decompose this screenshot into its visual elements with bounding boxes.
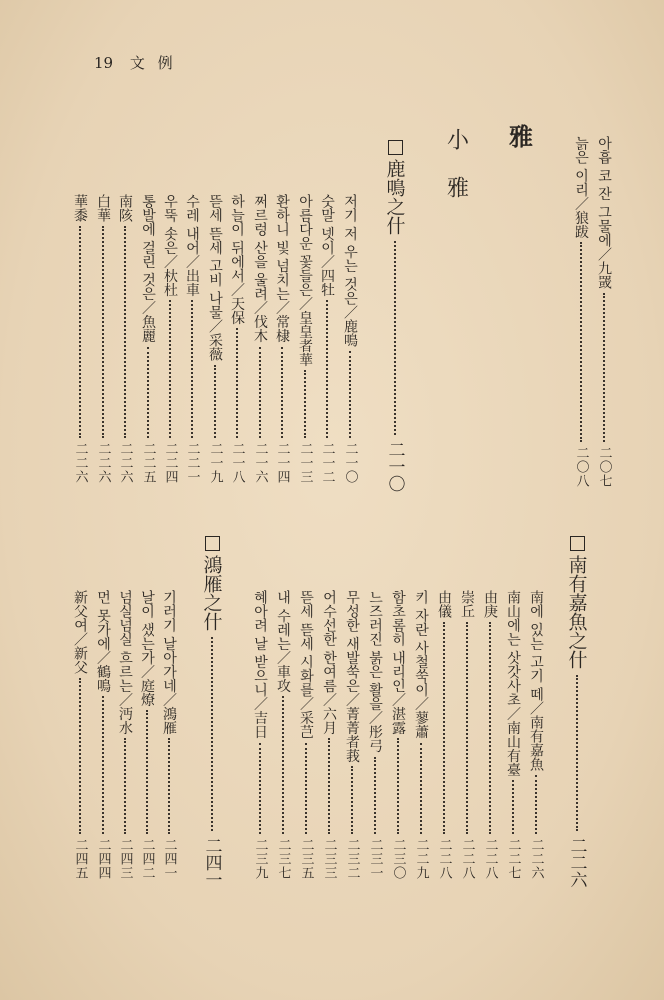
toc-entry[interactable]: [161, 194, 179, 484]
entry-title: 저기 저 우는 것은／鹿鳴: [342, 194, 358, 348]
toc-entry[interactable]: [296, 194, 314, 484]
entry-page: 二二四: [162, 442, 178, 484]
section-title: 鴻雁之什: [200, 555, 223, 631]
entry-title: 혜아려 날 받으니／吉日: [252, 590, 268, 739]
dot-leader: [281, 347, 283, 438]
heading-ya: 雅: [504, 124, 534, 148]
entry-title: 南山에는 삿갓사초／南山有臺: [505, 590, 521, 777]
entry-title: 내 수레는／車攻: [275, 590, 291, 693]
entry-page: 二四二: [139, 838, 155, 880]
toc-entry[interactable]: [94, 590, 112, 880]
entry-title: 느즈러진 붉은 활을／彤弓: [367, 590, 383, 753]
section-page: 二四一: [201, 837, 222, 888]
entry-title: 수레 내어／出車: [184, 194, 200, 297]
toc-entry[interactable]: [595, 136, 613, 488]
dot-leader: [259, 743, 261, 834]
entry-title: 날이 샜는가／庭燎: [139, 590, 155, 707]
toc-entry[interactable]: [183, 194, 201, 484]
entry-page: 二三二: [344, 838, 360, 880]
entry-title: 넘실넘실 흐르는／沔水: [117, 590, 133, 735]
toc-entry[interactable]: [273, 194, 291, 484]
entry-page: 二一八: [229, 442, 245, 484]
dot-leader: [124, 738, 126, 834]
dot-leader: [169, 300, 171, 438]
toc-entry[interactable]: [504, 590, 522, 880]
toc-entry[interactable]: [160, 590, 178, 880]
dot-leader: [259, 347, 261, 438]
entry-page: 二二六: [117, 442, 133, 484]
entry-title: 華黍: [72, 194, 88, 222]
toc-entry[interactable]: [366, 590, 384, 880]
dot-leader: [351, 766, 353, 834]
toc-entry[interactable]: [71, 590, 89, 880]
entry-page: 二〇七: [596, 446, 612, 488]
dot-leader: [349, 351, 351, 438]
entry-title: 하늘이 뒤에서／天保: [229, 194, 245, 325]
heading-xiao: 小: [443, 128, 469, 150]
entry-title: 뜯세 뜯세 고비 나물／采薇: [207, 194, 223, 362]
dot-leader: [397, 738, 399, 834]
toc-entry[interactable]: [435, 590, 453, 880]
toc-entry[interactable]: [274, 590, 292, 880]
toc-entry[interactable]: [389, 590, 407, 880]
toc-entry[interactable]: [481, 590, 499, 880]
toc-entry[interactable]: [228, 194, 246, 484]
dot-leader: [580, 242, 582, 442]
toc-entry[interactable]: [116, 590, 134, 880]
dot-leader: [512, 780, 514, 834]
entry-title: 늙은 이리／狼跋: [573, 136, 589, 239]
dot-leader: [603, 293, 605, 442]
entry-title: 아름다운 꽃들은／皇皇者華: [297, 194, 313, 367]
dot-leader: [304, 370, 306, 438]
entry-page: 二二五: [140, 442, 156, 484]
dot-leader: [374, 757, 376, 834]
dot-leader: [236, 328, 238, 438]
toc-entry[interactable]: [343, 590, 361, 880]
toc-entry[interactable]: [527, 590, 545, 880]
entry-title: 新父여／新父: [72, 590, 88, 674]
section-page: 二二六: [566, 837, 587, 888]
entry-title: 통발에 걸린 것은／魚麗: [140, 194, 156, 343]
entry-page: 二二八: [436, 838, 452, 880]
dot-leader: [146, 710, 148, 834]
section-box-icon: [570, 536, 585, 551]
dot-leader: [326, 300, 328, 438]
entry-title: 어수선한 한여름／六月: [321, 590, 337, 735]
entry-page: 二一三: [297, 442, 313, 484]
toc-entry[interactable]: [341, 194, 359, 484]
entry-title: 키 자란 사철쑥이／蓼蕭: [413, 590, 429, 739]
toc-entry[interactable]: [251, 194, 269, 484]
dot-leader: [282, 696, 284, 834]
entry-title: 먼 못가에／鶴鳴: [95, 590, 111, 693]
entry-page: 二二六: [528, 838, 544, 880]
toc-entry[interactable]: [572, 136, 590, 488]
section-heading-nanyou[interactable]: [565, 536, 589, 888]
dot-leader: [535, 775, 537, 834]
dot-leader: [394, 241, 396, 435]
section-title: 南有嘉魚之什: [565, 555, 588, 669]
entry-page: 二一〇: [342, 442, 358, 484]
section-title: 鹿鳴之什: [383, 159, 406, 235]
entry-page: 二三九: [252, 838, 268, 880]
entry-page: 二三五: [298, 838, 314, 880]
entry-title: 아흡 코 잔 그물에／九罭: [596, 136, 612, 290]
entry-page: 二一六: [252, 442, 268, 484]
dot-leader: [124, 226, 126, 438]
entry-page: 二一二: [319, 442, 335, 484]
entry-title: 쩌르렁 산을 울려／伐木: [252, 194, 268, 343]
entry-title: 由庚: [482, 590, 498, 618]
toc-entry[interactable]: [251, 590, 269, 880]
dot-leader: [147, 347, 149, 438]
entry-title: 함초롬히 내리인／湛露: [390, 590, 406, 735]
dot-leader: [214, 365, 216, 438]
entry-page: 二二六: [72, 442, 88, 484]
dot-leader: [489, 622, 491, 834]
entry-page: 二一四: [274, 442, 290, 484]
toc-entry[interactable]: [138, 590, 156, 880]
toc-entry[interactable]: [318, 194, 336, 484]
section-box-icon: [388, 140, 403, 155]
section-heading-luming[interactable]: [383, 140, 407, 492]
dot-leader: [191, 300, 193, 438]
entry-page: 二三七: [275, 838, 291, 880]
dot-leader: [79, 678, 81, 834]
toc-entry[interactable]: [206, 194, 224, 484]
entry-page: 二三一: [367, 838, 383, 880]
section-box-icon: [205, 536, 220, 551]
entry-title: 뜯세 뜯세 시화를／采芑: [298, 590, 314, 739]
toc-entry[interactable]: [116, 194, 134, 484]
entry-title: 우뚝 솟은／杕杜: [162, 194, 178, 297]
toc-entry[interactable]: [94, 194, 112, 484]
entry-page: 二二八: [482, 838, 498, 880]
dot-leader: [305, 743, 307, 834]
dot-leader: [211, 637, 213, 831]
dot-leader: [102, 696, 104, 834]
entry-page: 二四一: [161, 838, 177, 880]
toc-entry[interactable]: [458, 590, 476, 880]
entry-page: 二三三: [321, 838, 337, 880]
running-title: 文 例: [129, 54, 177, 72]
dot-leader: [443, 622, 445, 834]
section-heading-hongyan[interactable]: [200, 536, 224, 888]
running-header: [94, 52, 177, 73]
entry-title: 由儀: [436, 590, 452, 618]
entry-page: 二二七: [505, 838, 521, 880]
dot-leader: [168, 738, 170, 834]
entry-title: 南陔: [117, 194, 133, 222]
toc-entry[interactable]: [297, 590, 315, 880]
toc-entry[interactable]: [320, 590, 338, 880]
dot-leader: [102, 226, 104, 438]
entry-page: 二四五: [72, 838, 88, 880]
toc-entry[interactable]: [139, 194, 157, 484]
toc-entry[interactable]: [412, 590, 430, 880]
entry-title: 南에 있는 고기 떼／南有嘉魚: [528, 590, 544, 772]
entry-title: 숫말 넷이／四牡: [319, 194, 335, 297]
entry-title: 환하니 빛 넘치는／常棣: [274, 194, 290, 343]
entry-page: 二二八: [459, 838, 475, 880]
entry-page: 二〇八: [573, 446, 589, 488]
entry-page: 二二六: [95, 442, 111, 484]
entry-title: 崇丘: [459, 590, 475, 618]
dot-leader: [79, 226, 81, 438]
entry-page: 二四四: [95, 838, 111, 880]
page-number: 19: [94, 54, 114, 72]
entry-page: 二四三: [117, 838, 133, 880]
entry-page: 二二一: [184, 442, 200, 484]
heading-ya-sub: 雅: [443, 176, 469, 198]
toc-entry[interactable]: [71, 194, 89, 484]
section-page: 二一〇: [384, 441, 405, 492]
entry-page: 二三〇: [390, 838, 406, 880]
dot-leader: [328, 738, 330, 834]
dot-leader: [420, 743, 422, 834]
entry-title: 기러기 날아가네／鴻雁: [161, 590, 177, 735]
dot-leader: [576, 675, 578, 831]
dot-leader: [466, 622, 468, 834]
entry-title: 白華: [95, 194, 111, 222]
entry-title: 무성한 새발쑥은／菁菁者莪: [344, 590, 360, 763]
entry-page: 二二九: [413, 838, 429, 880]
entry-page: 二一九: [207, 442, 223, 484]
